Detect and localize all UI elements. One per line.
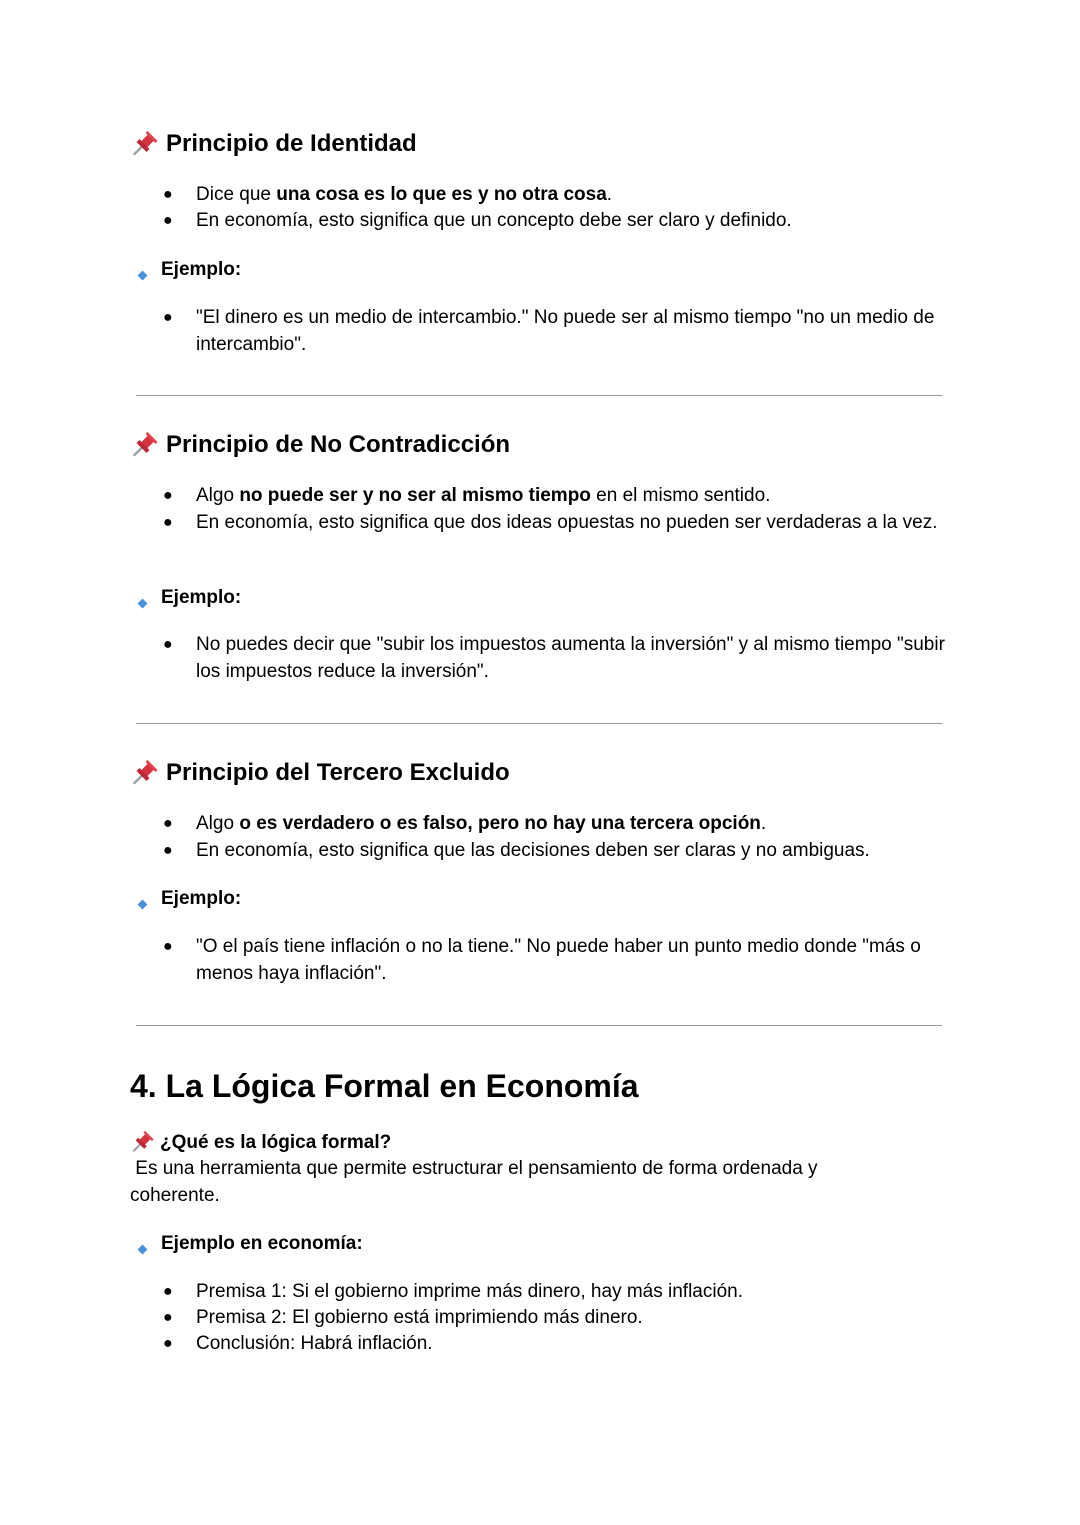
pushpin-icon [130, 431, 159, 459]
blue-diamond-icon [139, 895, 146, 913]
answer-paragraph: Es una herramienta que permite estructurar el pensamiento de forma ordenada y coherente. [130, 1158, 823, 1206]
bullet-dot: ● [163, 815, 173, 832]
bullet-dot: ● [163, 842, 173, 859]
divider [136, 723, 942, 724]
bullet-dot: ● [163, 212, 173, 229]
example-label: Ejemplo: [161, 587, 242, 608]
bullet-dot: ● [163, 514, 173, 531]
bullet-dot: ● [163, 1309, 173, 1326]
question-text: ¿Qué es la lógica formal? [160, 1132, 392, 1153]
blue-diamond-icon [139, 266, 146, 284]
bullet-dot: ● [163, 309, 173, 326]
bullet-dot: ● [163, 1335, 173, 1352]
bullet-dot: ● [163, 487, 173, 504]
bullet-dot: ● [163, 1283, 173, 1300]
example-label: Ejemplo: [161, 888, 242, 909]
section-heading: Principio de Identidad [166, 130, 417, 157]
divider [136, 395, 942, 396]
chapter-title: 4. La Lógica Formal en Economía [130, 1068, 639, 1104]
bullet-dot: ● [163, 186, 173, 203]
pushpin-icon [130, 759, 159, 787]
section-heading: Principio de No Contradicción [166, 431, 511, 458]
section-heading: Principio del Tercero Excluido [166, 759, 510, 786]
example-label: Ejemplo: [161, 259, 242, 280]
blue-diamond-icon [139, 1240, 146, 1258]
bullet-dot: ● [163, 636, 173, 653]
pushpin-icon [130, 1130, 155, 1154]
example-label: Ejemplo en economía: [161, 1233, 363, 1254]
blue-diamond-icon [139, 594, 146, 612]
pushpin-icon [130, 130, 159, 158]
divider [136, 1025, 942, 1026]
bullet-dot: ● [163, 938, 173, 955]
